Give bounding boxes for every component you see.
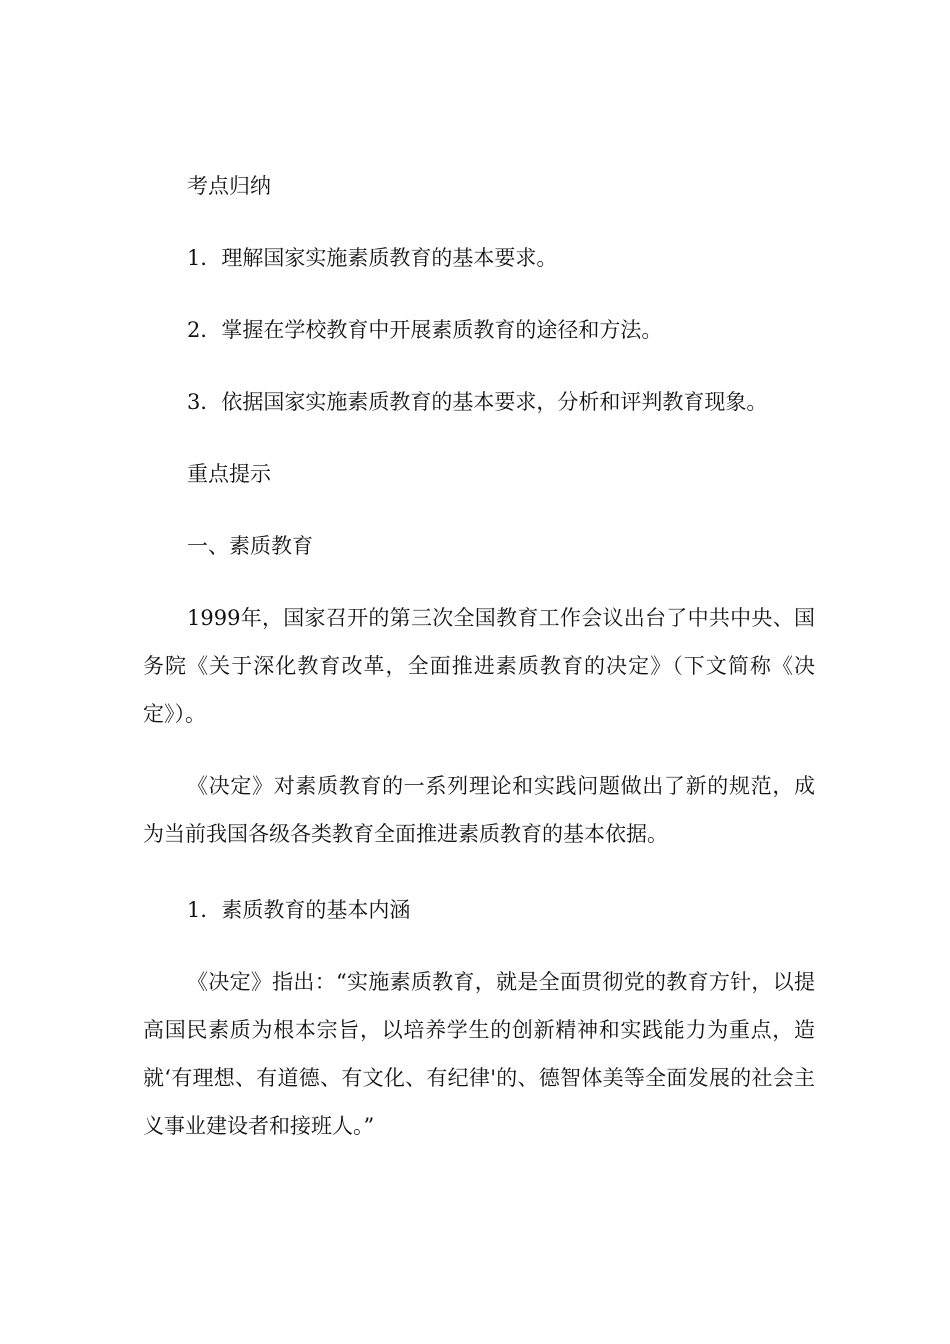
list-item: 3．依据国家实施素质教育的基本要求，分析和评判教育现象。 — [187, 390, 768, 414]
subsection-heading: 1．素质教育的基本内涵 — [187, 898, 411, 922]
list-item: 1．理解国家实施素质教育的基本要求。 — [187, 246, 558, 270]
body-paragraph: 《决定》指出：“实施素质教育，就是全面贯彻党的教育方针，以提高国民素质为根本宗旨，以培养学生的创新精神和实践能力为重点，造就‘有理想、有道德、有文化、有纪律'的、德智体美等全面发展的社会主义事业建设者和接班人。” — [143, 970, 815, 1138]
section-heading-key-points: 重点提示 — [187, 462, 271, 486]
list-item: 2．掌握在学校教育中开展素质教育的途径和方法。 — [187, 318, 663, 342]
section-heading-exam-points: 考点归纳 — [187, 174, 271, 198]
body-paragraph: 《决定》对素质教育的一系列理论和实践问题做出了新的规范，成为当前我国各级各类教育全面推进素质教育的基本依据。 — [143, 774, 815, 846]
body-paragraph: 1999年，国家召开的第三次全国教育工作会议出台了中共中央、国务院《关于深化教育改革，全面推进素质教育的决定》（下文简称《决定》）。 — [143, 606, 815, 726]
subsection-heading: 一、素质教育 — [187, 534, 313, 558]
